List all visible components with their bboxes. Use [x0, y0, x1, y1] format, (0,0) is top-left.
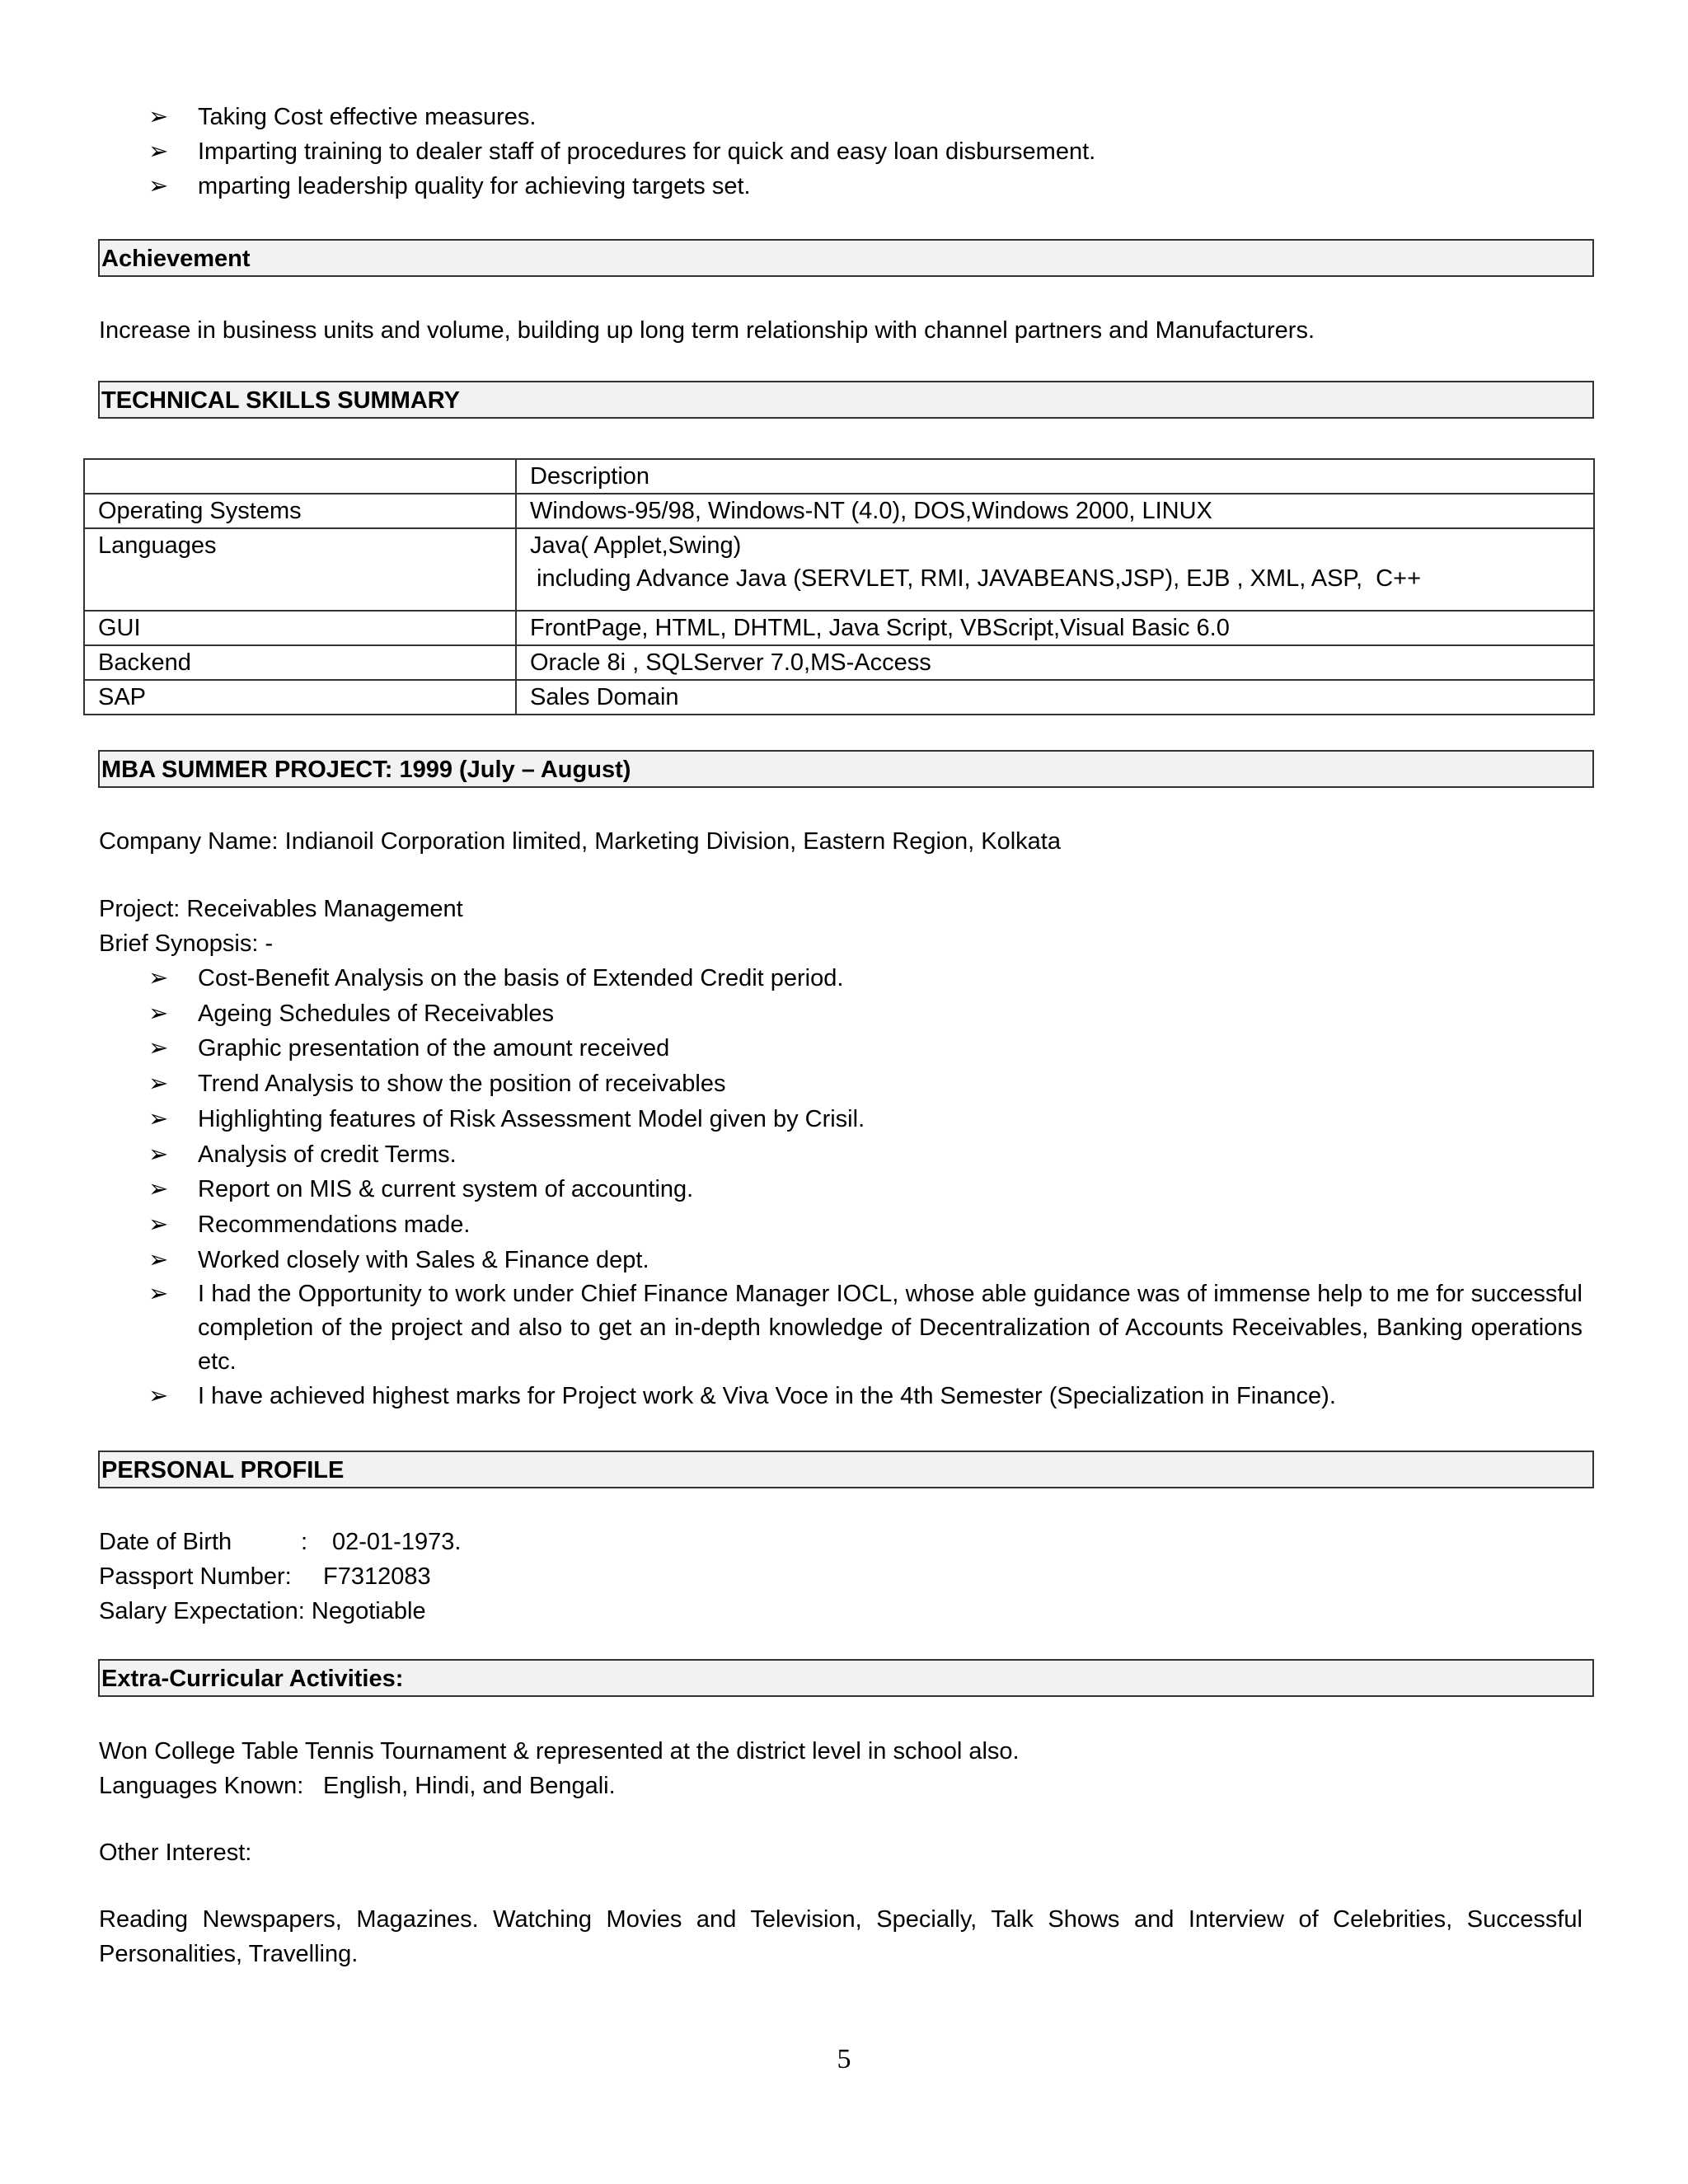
skill-category: Backend: [84, 645, 516, 680]
skill-description: Oracle 8i , SQLServer 7.0,MS-Access: [516, 645, 1594, 680]
section-heading-mba-project: MBA SUMMER PROJECT: 1999 (July – August): [98, 750, 1594, 788]
arrow-bullet-icon: ➢: [148, 1071, 169, 1098]
company-name: Company Name: Indianoil Corporation limited, Marketing Division, Eastern Region, Kolkata: [99, 828, 1061, 855]
dob-label: Date of Birth: [99, 1529, 232, 1555]
languages-row: [99, 1769, 616, 1803]
skill-category: Languages: [84, 528, 516, 611]
list-item: ➢ mparting leadership quality for achieving targets set.: [148, 169, 1582, 204]
table-row: [84, 494, 1594, 528]
table-row: [84, 645, 1594, 680]
arrow-bullet-icon: ➢: [148, 1211, 169, 1238]
table-row: [84, 611, 1594, 645]
arrow-bullet-icon: ➢: [148, 1105, 169, 1132]
section-heading-extra-curricular: Extra-Curricular Activities:: [98, 1659, 1594, 1697]
arrow-bullet-icon: ➢: [148, 1176, 169, 1203]
table-row: [84, 680, 1594, 715]
synopsis-label: Brief Synopsis: -: [99, 930, 274, 957]
list-item: ➢ Worked closely with Sales & Finance dept.: [148, 1243, 1582, 1278]
arrow-bullet-icon: ➢: [148, 173, 169, 199]
list-item: ➢ Ageing Schedules of Receivables: [148, 996, 1582, 1032]
project-name: Project: Receivables Management: [99, 896, 463, 922]
arrow-bullet-icon: ➢: [148, 1141, 169, 1168]
arrow-bullet-icon: ➢: [148, 965, 169, 991]
skill-description: Windows-95/98, Windows-NT (4.0), DOS,Windows 2000, LINUX: [516, 494, 1594, 528]
skill-category: GUI: [84, 611, 516, 645]
arrow-bullet-icon: ➢: [148, 138, 169, 165]
list-item: ➢ Recommendations made.: [148, 1207, 1582, 1243]
arrow-bullet-icon: ➢: [148, 1246, 169, 1273]
section-heading-personal-profile: PERSONAL PROFILE: [98, 1451, 1594, 1488]
page-number: 5: [837, 2044, 851, 2074]
dob-separator: :: [301, 1529, 308, 1555]
list-item: ➢ Cost-Benefit Analysis on the basis of Extended Credit period.: [148, 961, 1582, 996]
skill-description: Java( Applet,Swing) including Advance Java (SERVLET, RMI, JAVABEANS,JSP), EJB , XML, ASP, C++: [516, 528, 1594, 611]
passport-label: Passport Number:: [99, 1563, 292, 1590]
dob-row: [99, 1525, 461, 1559]
list-item: ➢ I had the Opportunity to work under Chief Finance Manager IOCL, whose able guidance was of immense help to me for successful completion of the project and also to get an in-depth knowledge of Decentralization of Accounts Receivables, Banking operations etc.: [148, 1277, 1582, 1379]
skill-description: FrontPage, HTML, DHTML, Java Script, VBScript,Visual Basic 6.0: [516, 611, 1594, 645]
arrow-bullet-icon: ➢: [148, 1281, 169, 1308]
other-interest-label: Other Interest:: [99, 1840, 252, 1866]
dob-value: 02-01-1973.: [332, 1529, 462, 1555]
arrow-bullet-icon: ➢: [148, 1383, 169, 1410]
achievement-text: Increase in business units and volume, building up long term relationship with channel partners and Manufacturers.: [99, 317, 1315, 344]
interests-text: Reading Newspapers, Magazines. Watching Movies and Television, Specially, Talk Shows and Interview of Celebrities, Successful Personalities, Travelling.: [99, 1906, 1582, 1967]
list-item: ➢ Highlighting features of Risk Assessment Model given by Crisil.: [148, 1102, 1582, 1137]
passport-value: F7312083: [323, 1563, 431, 1590]
list-item: ➢ Trend Analysis to show the position of receivables: [148, 1066, 1582, 1102]
section-heading-technical-skills: TECHNICAL SKILLS SUMMARY: [98, 381, 1594, 419]
tennis-text: Won College Table Tennis Tournament & represented at the district level in school also.: [99, 1738, 1020, 1765]
top-bullet-list: [148, 100, 1582, 204]
table-header-row: [84, 459, 1594, 494]
languages-label: Languages Known:: [99, 1773, 304, 1799]
section-heading-achievement: Achievement: [98, 239, 1594, 277]
list-item: ➢ Imparting training to dealer staff of procedures for quick and easy loan disbursement.: [148, 134, 1582, 169]
list-item: ➢ Graphic presentation of the amount received: [148, 1031, 1582, 1066]
skill-category: Operating Systems: [84, 494, 516, 528]
list-item: ➢ Taking Cost effective measures.: [148, 100, 1582, 134]
skill-description: Sales Domain: [516, 680, 1594, 715]
synopsis-bullet-list: [148, 961, 1582, 1414]
list-item: ➢ Analysis of credit Terms.: [148, 1137, 1582, 1173]
arrow-bullet-icon: ➢: [148, 1000, 169, 1027]
skills-table: [83, 458, 1595, 715]
passport-row: [99, 1559, 431, 1594]
salary-expectation: Salary Expectation: Negotiable: [99, 1598, 426, 1624]
table-header-cell: [84, 459, 516, 494]
list-item: ➢ Report on MIS & current system of accounting.: [148, 1172, 1582, 1207]
skill-category: SAP: [84, 680, 516, 715]
table-header-cell: Description: [516, 459, 1594, 494]
arrow-bullet-icon: ➢: [148, 1035, 169, 1062]
table-row: [84, 528, 1594, 611]
languages-value: English, Hindi, and Bengali.: [323, 1773, 616, 1799]
list-item: ➢ I have achieved highest marks for Project work & Viva Voce in the 4th Semester (Specialization in Finance).: [148, 1379, 1582, 1414]
arrow-bullet-icon: ➢: [148, 104, 169, 130]
